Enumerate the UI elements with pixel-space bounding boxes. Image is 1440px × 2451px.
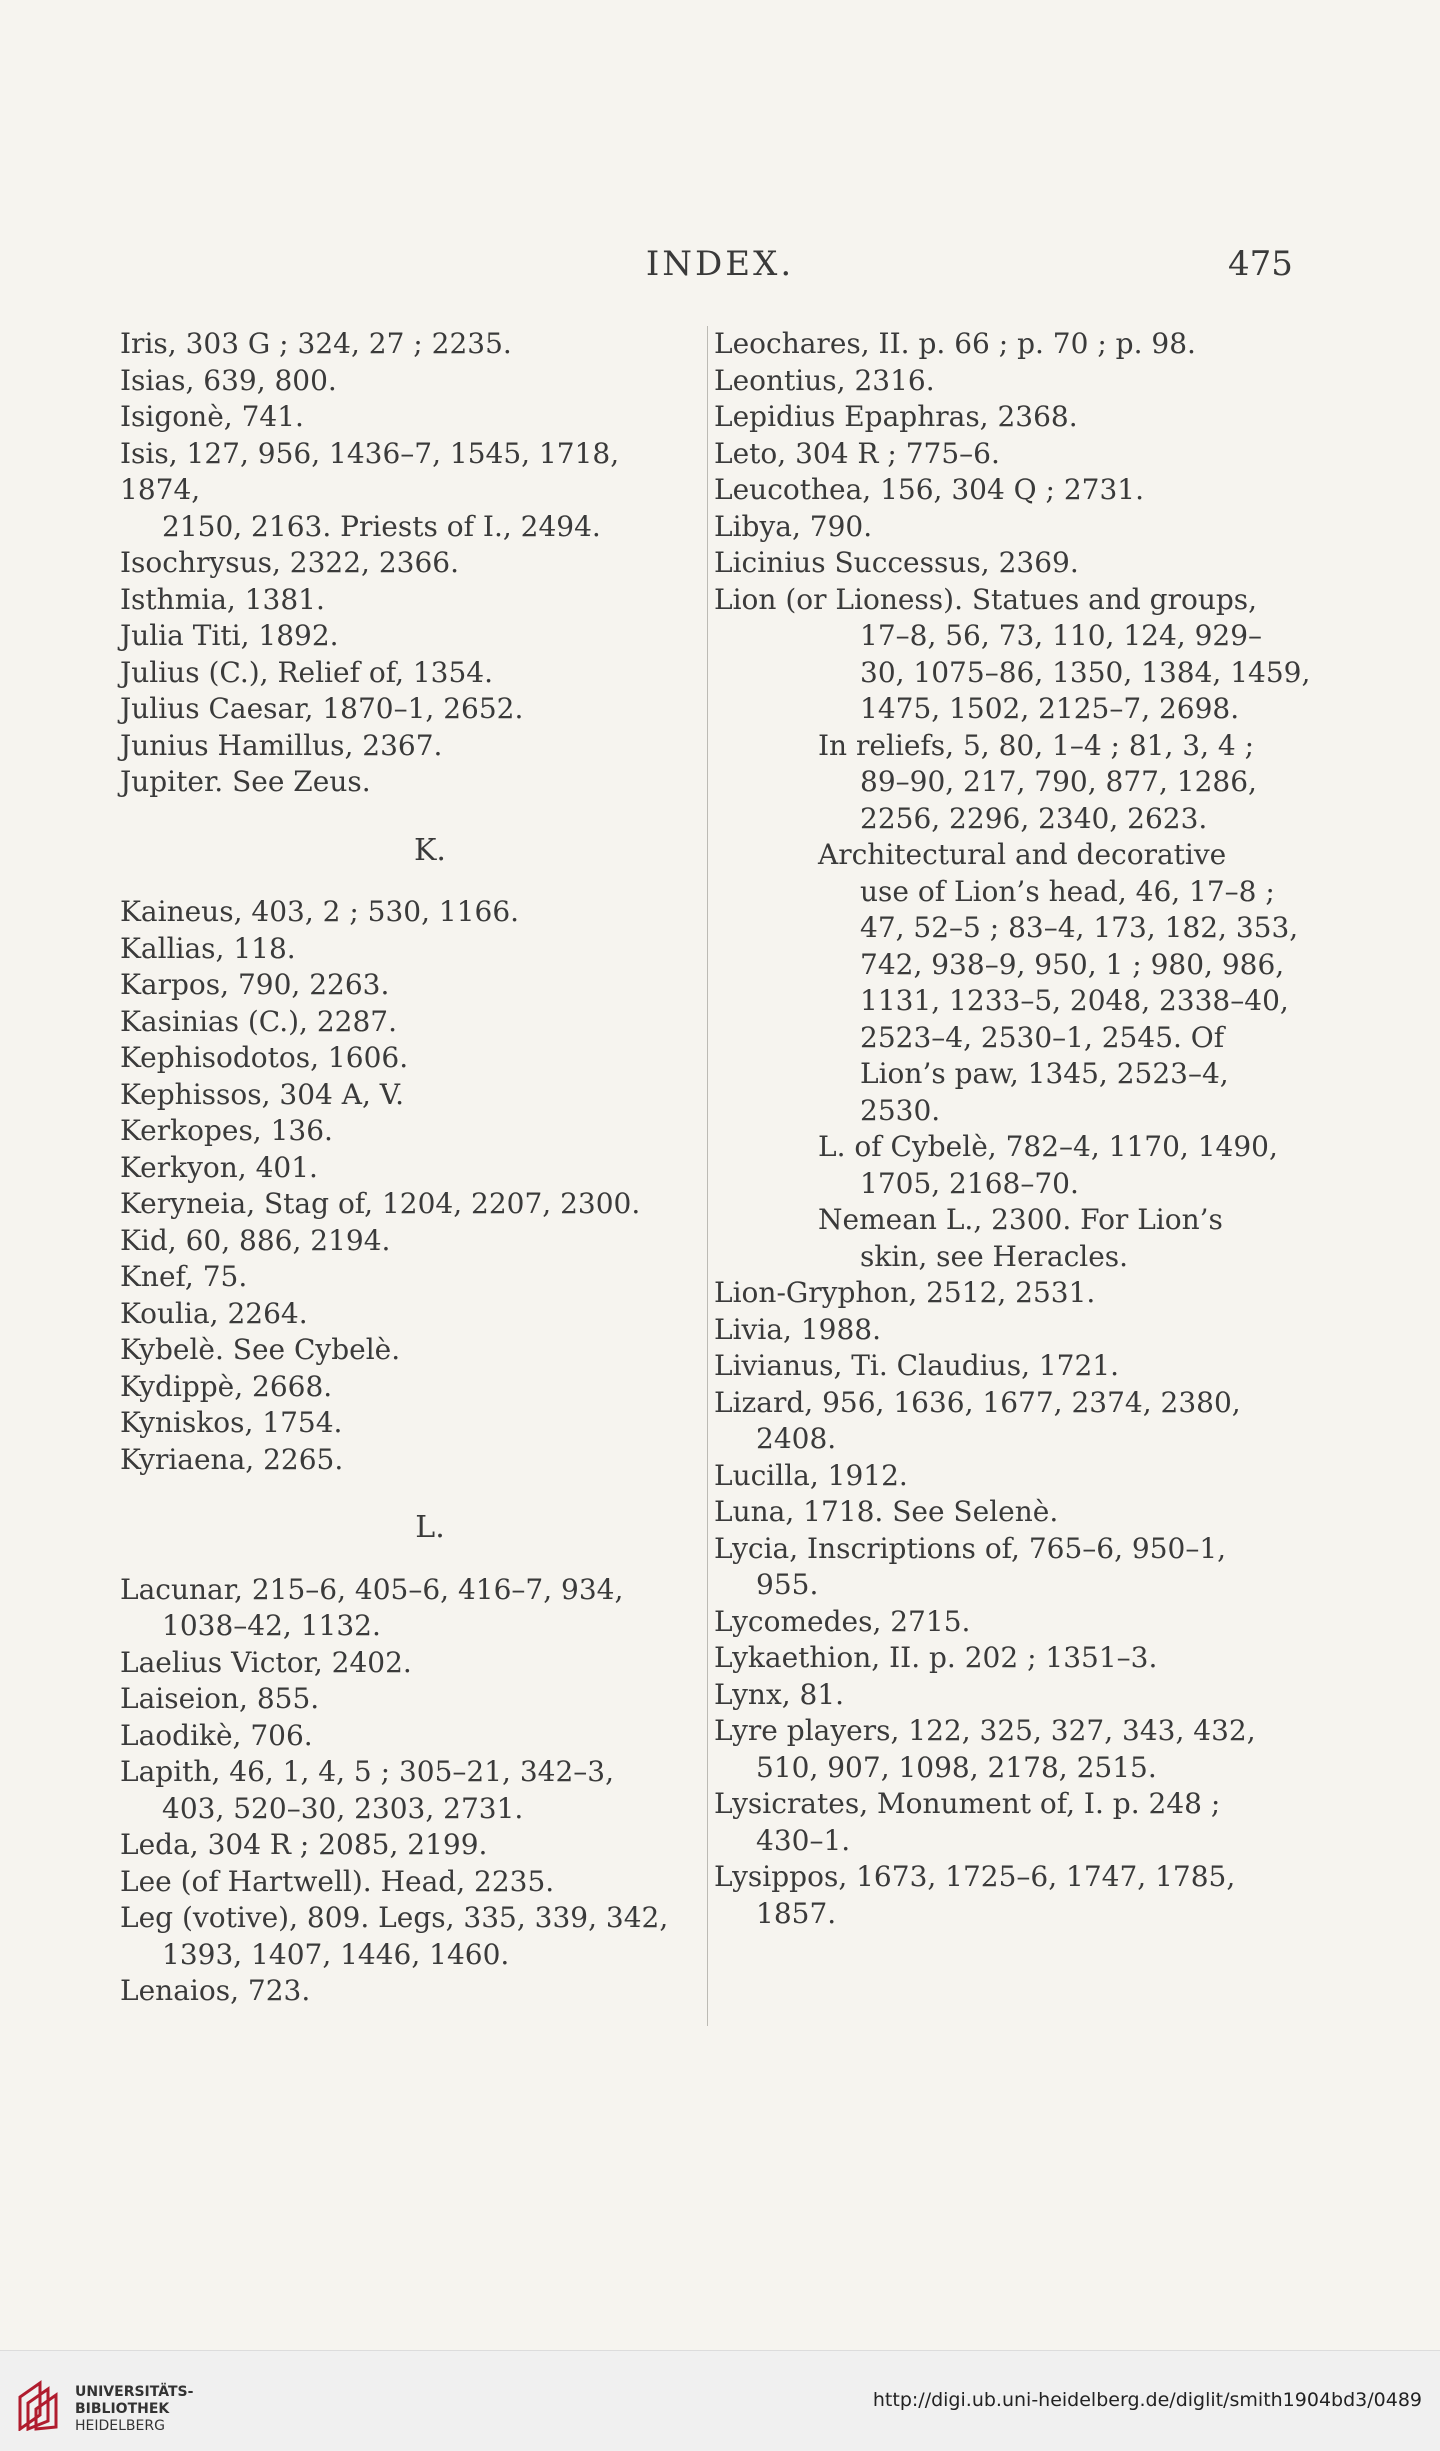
index-entries-i-j <box>120 326 680 801</box>
index-entry <box>714 1348 1324 1385</box>
index-entry <box>714 1385 1324 1458</box>
index-entry-text: Luna, 1718. See Selenè. <box>714 1495 1059 1528</box>
index-entry-text: Architectural and decorative <box>818 838 1227 871</box>
index-entry-text: Lion (or Lioness). Statues and groups, <box>714 582 1258 616</box>
source-url-link[interactable]: http://digi.ub.uni-heidelberg.de/diglit/smith1904bd3/0489 <box>872 2389 1422 2411</box>
index-entry <box>120 1681 680 1718</box>
index-entry <box>714 728 1324 838</box>
index-entry <box>714 363 1324 400</box>
index-entry-text: Julius Caesar, 1870–1, 2652. <box>120 692 524 725</box>
index-entry <box>120 582 680 619</box>
index-entry <box>120 1973 680 2010</box>
index-entry <box>714 399 1324 436</box>
index-entry-text: Laiseion, 855. <box>120 1682 320 1715</box>
index-entry-text: Laelius Victor, 2402. <box>120 1645 412 1679</box>
index-entry-text: Karpos, 790, 2263. <box>120 968 390 1001</box>
index-entry-text: Lysippos, 1673, 1725–6, 1747, 1785, <box>714 1860 1236 1893</box>
index-entry-text: Lion-Gryphon, 2512, 2531. <box>714 1276 1096 1309</box>
index-entry-text: Knef, 75. <box>120 1260 248 1293</box>
index-entry-text: Leg (votive), 809. Legs, 335, 339, 342, <box>120 1901 669 1934</box>
index-entry <box>714 472 1324 509</box>
index-entry-text: Kyriaena, 2265. <box>120 1442 344 1476</box>
index-entries-l <box>120 1572 680 2010</box>
index-entry-text: In reliefs, 5, 80, 1–4 ; 81, 3, 4 ; <box>818 728 1255 762</box>
index-entry <box>120 1718 680 1755</box>
index-entry-text: Lepidius Epaphras, 2368. <box>714 400 1078 433</box>
index-entry-continuation: 510, 907, 1098, 2178, 2515. <box>756 1750 1157 1784</box>
index-entry <box>714 1713 1324 1786</box>
index-entry <box>714 436 1324 473</box>
index-entry-text: Lyre players, 122, 325, 327, 343, 432, <box>714 1714 1256 1747</box>
page-number: 475 <box>1228 244 1293 284</box>
index-entry <box>714 1275 1324 1312</box>
index-entry-continuation: 403, 520–30, 2303, 2731. <box>162 1791 524 1825</box>
letter-heading-k: K. <box>414 832 446 868</box>
index-entry-continuation: 89–90, 217, 790, 877, 1286, <box>860 765 1257 798</box>
index-entry <box>120 545 680 582</box>
index-entry <box>714 1458 1324 1495</box>
index-entry <box>120 1369 680 1406</box>
index-entry-text: Leda, 304 R ; 2085, 2199. <box>120 1828 488 1861</box>
index-entry-continuation: use of Lion’s head, 46, 17–8 ; <box>860 874 1275 908</box>
index-entry-text: Kerkyon, 401. <box>120 1150 318 1184</box>
index-entry-text: Leochares, II. p. 66 ; p. 70 ; p. 98. <box>714 327 1196 360</box>
index-entry <box>714 509 1324 546</box>
index-entry <box>120 618 680 655</box>
index-entry-continuation: 1705, 2168–70. <box>860 1166 1079 1200</box>
index-entry <box>714 837 1324 1129</box>
logo-text-line1: UNIVERSITÄTS- <box>75 2384 194 2400</box>
index-entry <box>714 1312 1324 1349</box>
index-entry <box>714 1494 1324 1531</box>
index-entry <box>120 1754 680 1827</box>
index-entry <box>120 655 680 692</box>
index-entry-text: Lacunar, 215–6, 405–6, 416–7, 934, <box>120 1572 624 1606</box>
right-column <box>714 326 1324 1932</box>
index-entry-continuation: 430–1. <box>756 1823 851 1857</box>
index-entries-le-ly <box>714 326 1324 1932</box>
index-entry <box>714 1202 1324 1275</box>
university-library-logo-icon <box>14 2379 60 2431</box>
index-entry-continuation: 17–8, 56, 73, 110, 124, 929– <box>860 619 1263 652</box>
index-entry-text: Jupiter. See Zeus. <box>120 765 371 798</box>
index-entry <box>120 1296 680 1333</box>
index-entry <box>714 1604 1324 1641</box>
index-entry-text: Kallias, 118. <box>120 931 296 965</box>
index-entry <box>120 1442 680 1479</box>
page-title: INDEX. <box>645 244 795 284</box>
index-entry-text: Junius Hamillus, 2367. <box>120 728 443 762</box>
index-entry-text: Nemean L., 2300. For Lion’s <box>818 1203 1223 1236</box>
index-entry-text: L. of Cybelè, 782–4, 1170, 1490, <box>818 1130 1278 1163</box>
footer-bar <box>0 2350 1440 2451</box>
index-entry <box>120 399 680 436</box>
index-entry <box>120 1332 680 1369</box>
index-entry-text: Keryneia, Stag of, 1204, 2207, 2300. <box>120 1187 641 1220</box>
index-entry-text: Julia Titi, 1892. <box>120 619 339 652</box>
index-entry <box>120 1900 680 1973</box>
index-entry-continuation: 2408. <box>756 1422 837 1455</box>
index-entry-text: Iris, 303 G ; 324, 27 ; 2235. <box>120 327 512 360</box>
index-entry <box>714 1531 1324 1604</box>
index-entry <box>714 1129 1324 1202</box>
index-entry-continuation: 955. <box>756 1568 819 1601</box>
index-entry-text: Isochrysus, 2322, 2366. <box>120 546 459 579</box>
index-entry-text: Lycomedes, 2715. <box>714 1604 971 1638</box>
index-entry-text: Kyniskos, 1754. <box>120 1406 343 1439</box>
index-entry <box>120 1186 680 1223</box>
index-entry-continuation: Lion’s paw, 1345, 2523–4, <box>860 1057 1229 1090</box>
index-entry <box>120 1040 680 1077</box>
index-entry-text: Kephisodotos, 1606. <box>120 1041 409 1074</box>
index-entries-k <box>120 894 680 1478</box>
index-entry-continuation: 742, 938–9, 950, 1 ; 980, 986, <box>860 947 1285 981</box>
index-entry-continuation: 30, 1075–86, 1350, 1384, 1459, <box>860 655 1311 689</box>
index-entry <box>120 1113 680 1150</box>
index-entry-text: Kid, 60, 886, 2194. <box>120 1223 391 1257</box>
logo-text-line3: HEIDELBERG <box>75 2418 165 2434</box>
index-entry <box>120 1223 680 1260</box>
index-entry-text: Leto, 304 R ; 775–6. <box>714 436 1000 470</box>
index-entry <box>120 1150 680 1187</box>
index-entry <box>120 728 680 765</box>
index-entry-text: Isias, 639, 800. <box>120 363 337 397</box>
index-entry-text: Laodikè, 706. <box>120 1718 313 1752</box>
index-entry-text: Isthmia, 1381. <box>120 582 325 616</box>
index-entry-continuation: 1475, 1502, 2125–7, 2698. <box>860 692 1240 725</box>
index-entry-continuation: 2150, 2163. Priests of I., 2494. <box>162 509 601 543</box>
index-entry <box>120 691 680 728</box>
index-entry-text: Kaineus, 403, 2 ; 530, 1166. <box>120 895 520 928</box>
index-entry <box>714 1859 1324 1932</box>
index-entry <box>714 1640 1324 1677</box>
index-entry <box>120 764 680 801</box>
index-entry-text: Lynx, 81. <box>714 1677 845 1711</box>
index-entry-continuation: 2523–4, 2530–1, 2545. Of <box>860 1020 1225 1054</box>
index-entry-text: Lapith, 46, 1, 4, 5 ; 305–21, 342–3, <box>120 1755 614 1788</box>
index-entry-continuation: 1857. <box>756 1896 837 1930</box>
index-entry-text: Leontius, 2316. <box>714 363 935 397</box>
index-entry-text: Licinius Successus, 2369. <box>714 546 1079 579</box>
index-entry-continuation: 2256, 2296, 2340, 2623. <box>860 801 1208 835</box>
index-entry <box>714 1677 1324 1714</box>
index-entry <box>120 1004 680 1041</box>
index-entry <box>120 1077 680 1114</box>
index-entry <box>120 967 680 1004</box>
index-entry-text: Julius (C.), Relief of, 1354. <box>120 655 494 689</box>
index-entry <box>120 1259 680 1296</box>
index-entry <box>120 363 680 400</box>
index-entry <box>120 1405 680 1442</box>
index-entry-text: Lykaethion, II. p. 202 ; 1351–3. <box>714 1641 1158 1674</box>
index-entry-text: Lycia, Inscriptions of, 765–6, 950–1, <box>714 1531 1227 1565</box>
index-entry <box>714 582 1324 728</box>
index-entry-continuation: 2530. <box>860 1093 941 1127</box>
index-entry <box>120 1572 680 1645</box>
index-entry <box>120 436 680 546</box>
index-entry <box>120 894 680 931</box>
index-entry-text: Kydippè, 2668. <box>120 1369 333 1403</box>
index-entry-text: Leucothea, 156, 304 Q ; 2731. <box>714 473 1145 506</box>
letter-heading-l: L. <box>415 1510 445 1545</box>
index-entry-text: Libya, 790. <box>714 509 873 543</box>
index-entry-continuation: 1393, 1407, 1446, 1460. <box>162 1937 510 1971</box>
index-entry-continuation: 1131, 1233–5, 2048, 2338–40, <box>860 984 1289 1017</box>
index-entry-text: Livianus, Ti. Claudius, 1721. <box>714 1349 1120 1382</box>
index-entry <box>714 545 1324 582</box>
index-entry <box>714 326 1324 363</box>
index-entry-text: Lenaios, 723. <box>120 1974 311 2007</box>
index-entry-text: Lee (of Hartwell). Head, 2235. <box>120 1864 555 1898</box>
logo-text-line2: BIBLIOTHEK <box>75 2401 170 2417</box>
left-column <box>120 326 680 2010</box>
index-entry-text: Kerkopes, 136. <box>120 1114 333 1147</box>
index-entry <box>120 1864 680 1901</box>
index-entry-text: Isis, 127, 956, 1436–7, 1545, 1718, 1874, <box>120 436 620 506</box>
index-entry-continuation: 47, 52–5 ; 83–4, 173, 182, 353, <box>860 911 1299 944</box>
index-entry <box>120 1827 680 1864</box>
index-entry-text: Livia, 1988. <box>714 1312 881 1346</box>
index-entry-continuation: 1038–42, 1132. <box>162 1609 381 1642</box>
index-entry-text: Lucilla, 1912. <box>714 1458 908 1492</box>
index-entry-text: Kasinias (C.), 2287. <box>120 1004 398 1038</box>
index-entry-text: Lizard, 956, 1636, 1677, 2374, 2380, <box>714 1385 1241 1419</box>
index-entry-text: Lysicrates, Monument of, I. p. 248 ; <box>714 1787 1221 1820</box>
index-entry-continuation: skin, see Heracles. <box>860 1239 1129 1273</box>
index-entry-text: Kephissos, 304 A, V. <box>120 1077 405 1111</box>
index-entry-text: Isigonè, 741. <box>120 400 304 433</box>
index-entry <box>714 1786 1324 1859</box>
index-entry <box>120 1645 680 1682</box>
index-entry <box>120 326 680 363</box>
column-divider <box>707 326 708 2026</box>
index-entry-text: Koulia, 2264. <box>120 1296 308 1330</box>
index-entry-text: Kybelè. See Cybelè. <box>120 1333 401 1366</box>
index-entry <box>120 931 680 968</box>
